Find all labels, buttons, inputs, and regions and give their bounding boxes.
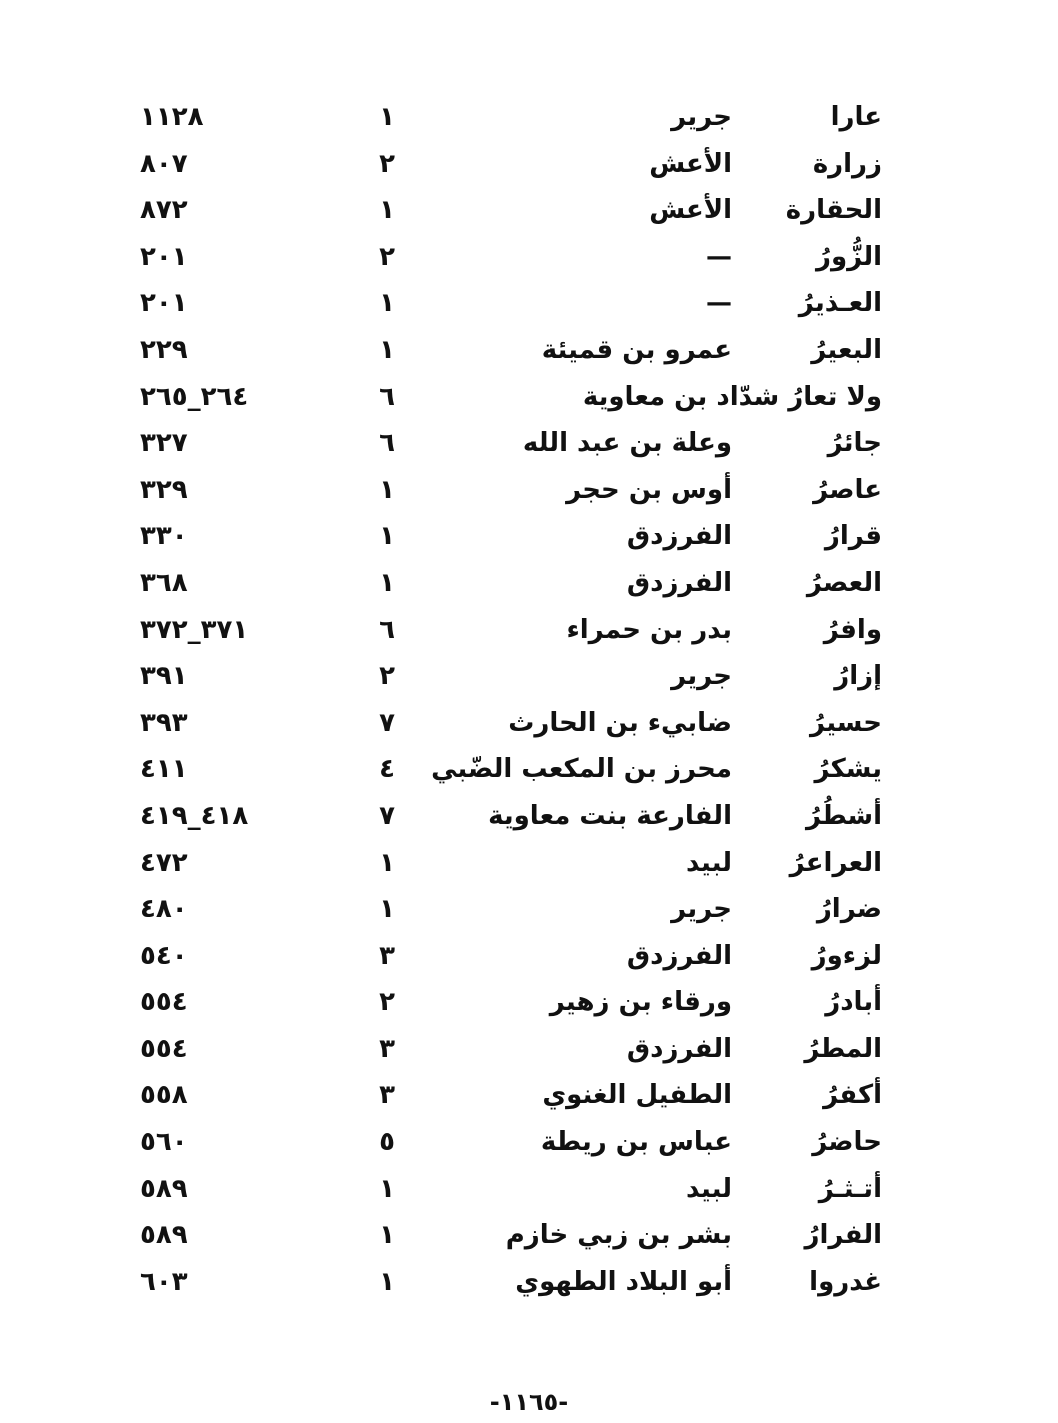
page-reference: ٢٠١: [140, 241, 188, 272]
verse-count: ٢: [379, 661, 395, 692]
verse-count: ٦: [379, 428, 395, 459]
verse-count: ١: [379, 195, 395, 226]
table-row: [0, 560, 1058, 607]
poet-name: —: [706, 241, 732, 272]
table-row: [0, 513, 1058, 560]
rhyme-word: العـذيرُ: [798, 288, 882, 319]
rhyme-index-table: [0, 94, 1058, 1305]
poet-name: لبيد: [685, 1173, 732, 1204]
rhyme-word: حسيرُ: [810, 707, 882, 738]
page-reference: ٣٧١_٣٧٢: [140, 614, 249, 645]
verse-count: ١: [379, 334, 395, 365]
verse-count: ٢: [379, 148, 395, 179]
verse-count: ٦: [379, 614, 395, 645]
table-row: [0, 793, 1058, 840]
rhyme-and-poet: ولا تعارُ شدّاد بن معاوية: [582, 381, 882, 412]
page-number: -١١٦٥-: [489, 1388, 569, 1416]
verse-count: ١: [379, 894, 395, 925]
table-row: [0, 979, 1058, 1026]
verse-count: ٣: [379, 940, 395, 971]
page-reference: ٥٥٤: [140, 1033, 188, 1064]
poet-name: بشر بن زبي خازم: [505, 1220, 732, 1251]
verse-count: ١: [379, 288, 395, 319]
table-row: [0, 746, 1058, 793]
poet-name: بدر بن حمراء: [566, 614, 732, 645]
poet-name: الفارعة بنت معاوية: [488, 800, 732, 831]
page-reference: ٣٢٩: [140, 474, 188, 505]
verse-count: ٥: [379, 1127, 395, 1158]
page-reference: ٢٠١: [140, 288, 188, 319]
verse-count: ٣: [379, 1033, 395, 1064]
table-row: [0, 1072, 1058, 1119]
table-row: [0, 280, 1058, 327]
page-reference: ٨٠٧: [140, 148, 188, 179]
page-reference: ٥٥٨: [140, 1080, 188, 1111]
rhyme-word: جائرُ: [827, 428, 882, 459]
poet-name: ضابيء بن الحارث: [508, 707, 732, 738]
rhyme-word: أكفرُ: [823, 1080, 882, 1111]
page-reference: ٤١١: [140, 754, 188, 785]
poet-name: لبيد: [685, 847, 732, 878]
poet-name: محرز بن المكعب الضّبي: [431, 754, 732, 785]
page-reference: ١١٢٨: [140, 102, 204, 132]
page-reference: ٦٠٣: [140, 1266, 188, 1297]
verse-count: ٣: [379, 1080, 395, 1111]
verse-count: ١: [379, 474, 395, 505]
page-reference: ٣٩٣: [140, 707, 188, 738]
table-row: [0, 607, 1058, 654]
poet-name: جرير: [671, 102, 732, 132]
rhyme-word: ضرارُ: [816, 894, 882, 925]
table-row: [0, 1119, 1058, 1166]
rhyme-word: العراعرُ: [789, 847, 882, 878]
rhyme-word: العصرُ: [806, 567, 882, 598]
poet-name: ورقاء بن زهير: [549, 987, 732, 1018]
table-row: [0, 653, 1058, 700]
poet-name: —: [706, 288, 732, 319]
table-row: [0, 1259, 1058, 1306]
page-reference: ٤٧٢: [140, 847, 188, 878]
rhyme-word: غدروا: [809, 1266, 882, 1297]
rhyme-word: أتـثـرُ: [818, 1173, 882, 1204]
poet-name: عباس بن ريطة: [540, 1127, 732, 1158]
rhyme-word: يشكرُ: [814, 754, 882, 785]
poet-name: أبو البلاد الطهوي: [515, 1266, 732, 1297]
page-reference: ٨٧٢: [140, 195, 188, 226]
page-reference: ٥٨٩: [140, 1173, 188, 1204]
table-row: [0, 327, 1058, 374]
rhyme-word: المطرُ: [804, 1033, 882, 1064]
verse-count: ٢: [379, 987, 395, 1018]
page-reference: ٤٨٠: [140, 894, 188, 925]
poet-name: الفرزدق: [626, 1033, 732, 1064]
poet-name: أوس بن حجر: [566, 474, 732, 505]
page-reference: ٣٢٧: [140, 428, 188, 459]
rhyme-word: زرارة: [812, 148, 882, 179]
rhyme-word: أبادرُ: [825, 987, 882, 1018]
rhyme-word: قرارُ: [824, 521, 882, 552]
verse-count: ٤: [379, 754, 395, 785]
poet-name: وعلة بن عبد الله: [522, 428, 732, 459]
table-row: [0, 187, 1058, 234]
verse-count: ٧: [379, 707, 395, 738]
verse-count: ١: [379, 521, 395, 552]
rhyme-word: إزارُ: [834, 661, 882, 692]
rhyme-word: عارا: [830, 102, 882, 132]
verse-count: ٦: [379, 381, 395, 412]
table-row: [0, 1026, 1058, 1073]
rhyme-word: الفرارُ: [804, 1220, 882, 1251]
poet-name: عمرو بن قميئة: [541, 334, 732, 365]
table-row: [0, 420, 1058, 467]
poet-name: جرير: [671, 894, 732, 925]
page-reference: ٤١٨_٤١٩: [140, 800, 249, 831]
rhyme-word: وافرُ: [823, 614, 882, 645]
rhyme-word: أشطُرُ: [806, 800, 882, 831]
page-reference: ٣٩١: [140, 661, 188, 692]
page-reference: ٢٦٤_٢٦٥: [140, 381, 249, 412]
poet-name: الفرزدق: [626, 940, 732, 971]
verse-count: ١: [379, 847, 395, 878]
table-row: [0, 1166, 1058, 1213]
poet-name: الفرزدق: [626, 521, 732, 552]
verse-count: ١: [379, 102, 395, 132]
verse-count: ٧: [379, 800, 395, 831]
rhyme-word: البعيرُ: [811, 334, 882, 365]
poet-name: الفرزدق: [626, 567, 732, 598]
poet-name: الطفيل الغنوي: [542, 1080, 732, 1111]
table-row: [0, 1212, 1058, 1259]
page-reference: ٢٢٩: [140, 334, 188, 365]
rhyme-word: عاصرُ: [813, 474, 882, 505]
table-row: [0, 933, 1058, 980]
table-row: [0, 94, 1058, 141]
rhyme-word: حاضرُ: [812, 1127, 882, 1158]
verse-count: ٢: [379, 241, 395, 272]
page-reference: ٣٦٨: [140, 567, 188, 598]
rhyme-word: الحقارة: [785, 195, 882, 226]
table-row: [0, 700, 1058, 747]
page-reference: ٥٥٤: [140, 987, 188, 1018]
page-reference: ٥٦٠: [140, 1127, 188, 1158]
verse-count: ١: [379, 567, 395, 598]
table-row: [0, 141, 1058, 188]
table-row: [0, 840, 1058, 887]
poet-name: الأعش: [649, 195, 732, 226]
table-row: [0, 886, 1058, 933]
rhyme-word: لزءورُ: [811, 940, 882, 971]
table-row: [0, 467, 1058, 514]
verse-count: ١: [379, 1173, 395, 1204]
rhyme-word: الزُّورُ: [816, 241, 882, 272]
page-reference: ٥٨٩: [140, 1220, 188, 1251]
poet-name: الأعش: [649, 148, 732, 179]
verse-count: ١: [379, 1220, 395, 1251]
table-row: [0, 374, 1058, 421]
table-row: [0, 234, 1058, 281]
poet-name: جرير: [671, 661, 732, 692]
page-reference: ٣٣٠: [140, 521, 188, 552]
page-reference: ٥٤٠: [140, 940, 188, 971]
verse-count: ١: [379, 1266, 395, 1297]
